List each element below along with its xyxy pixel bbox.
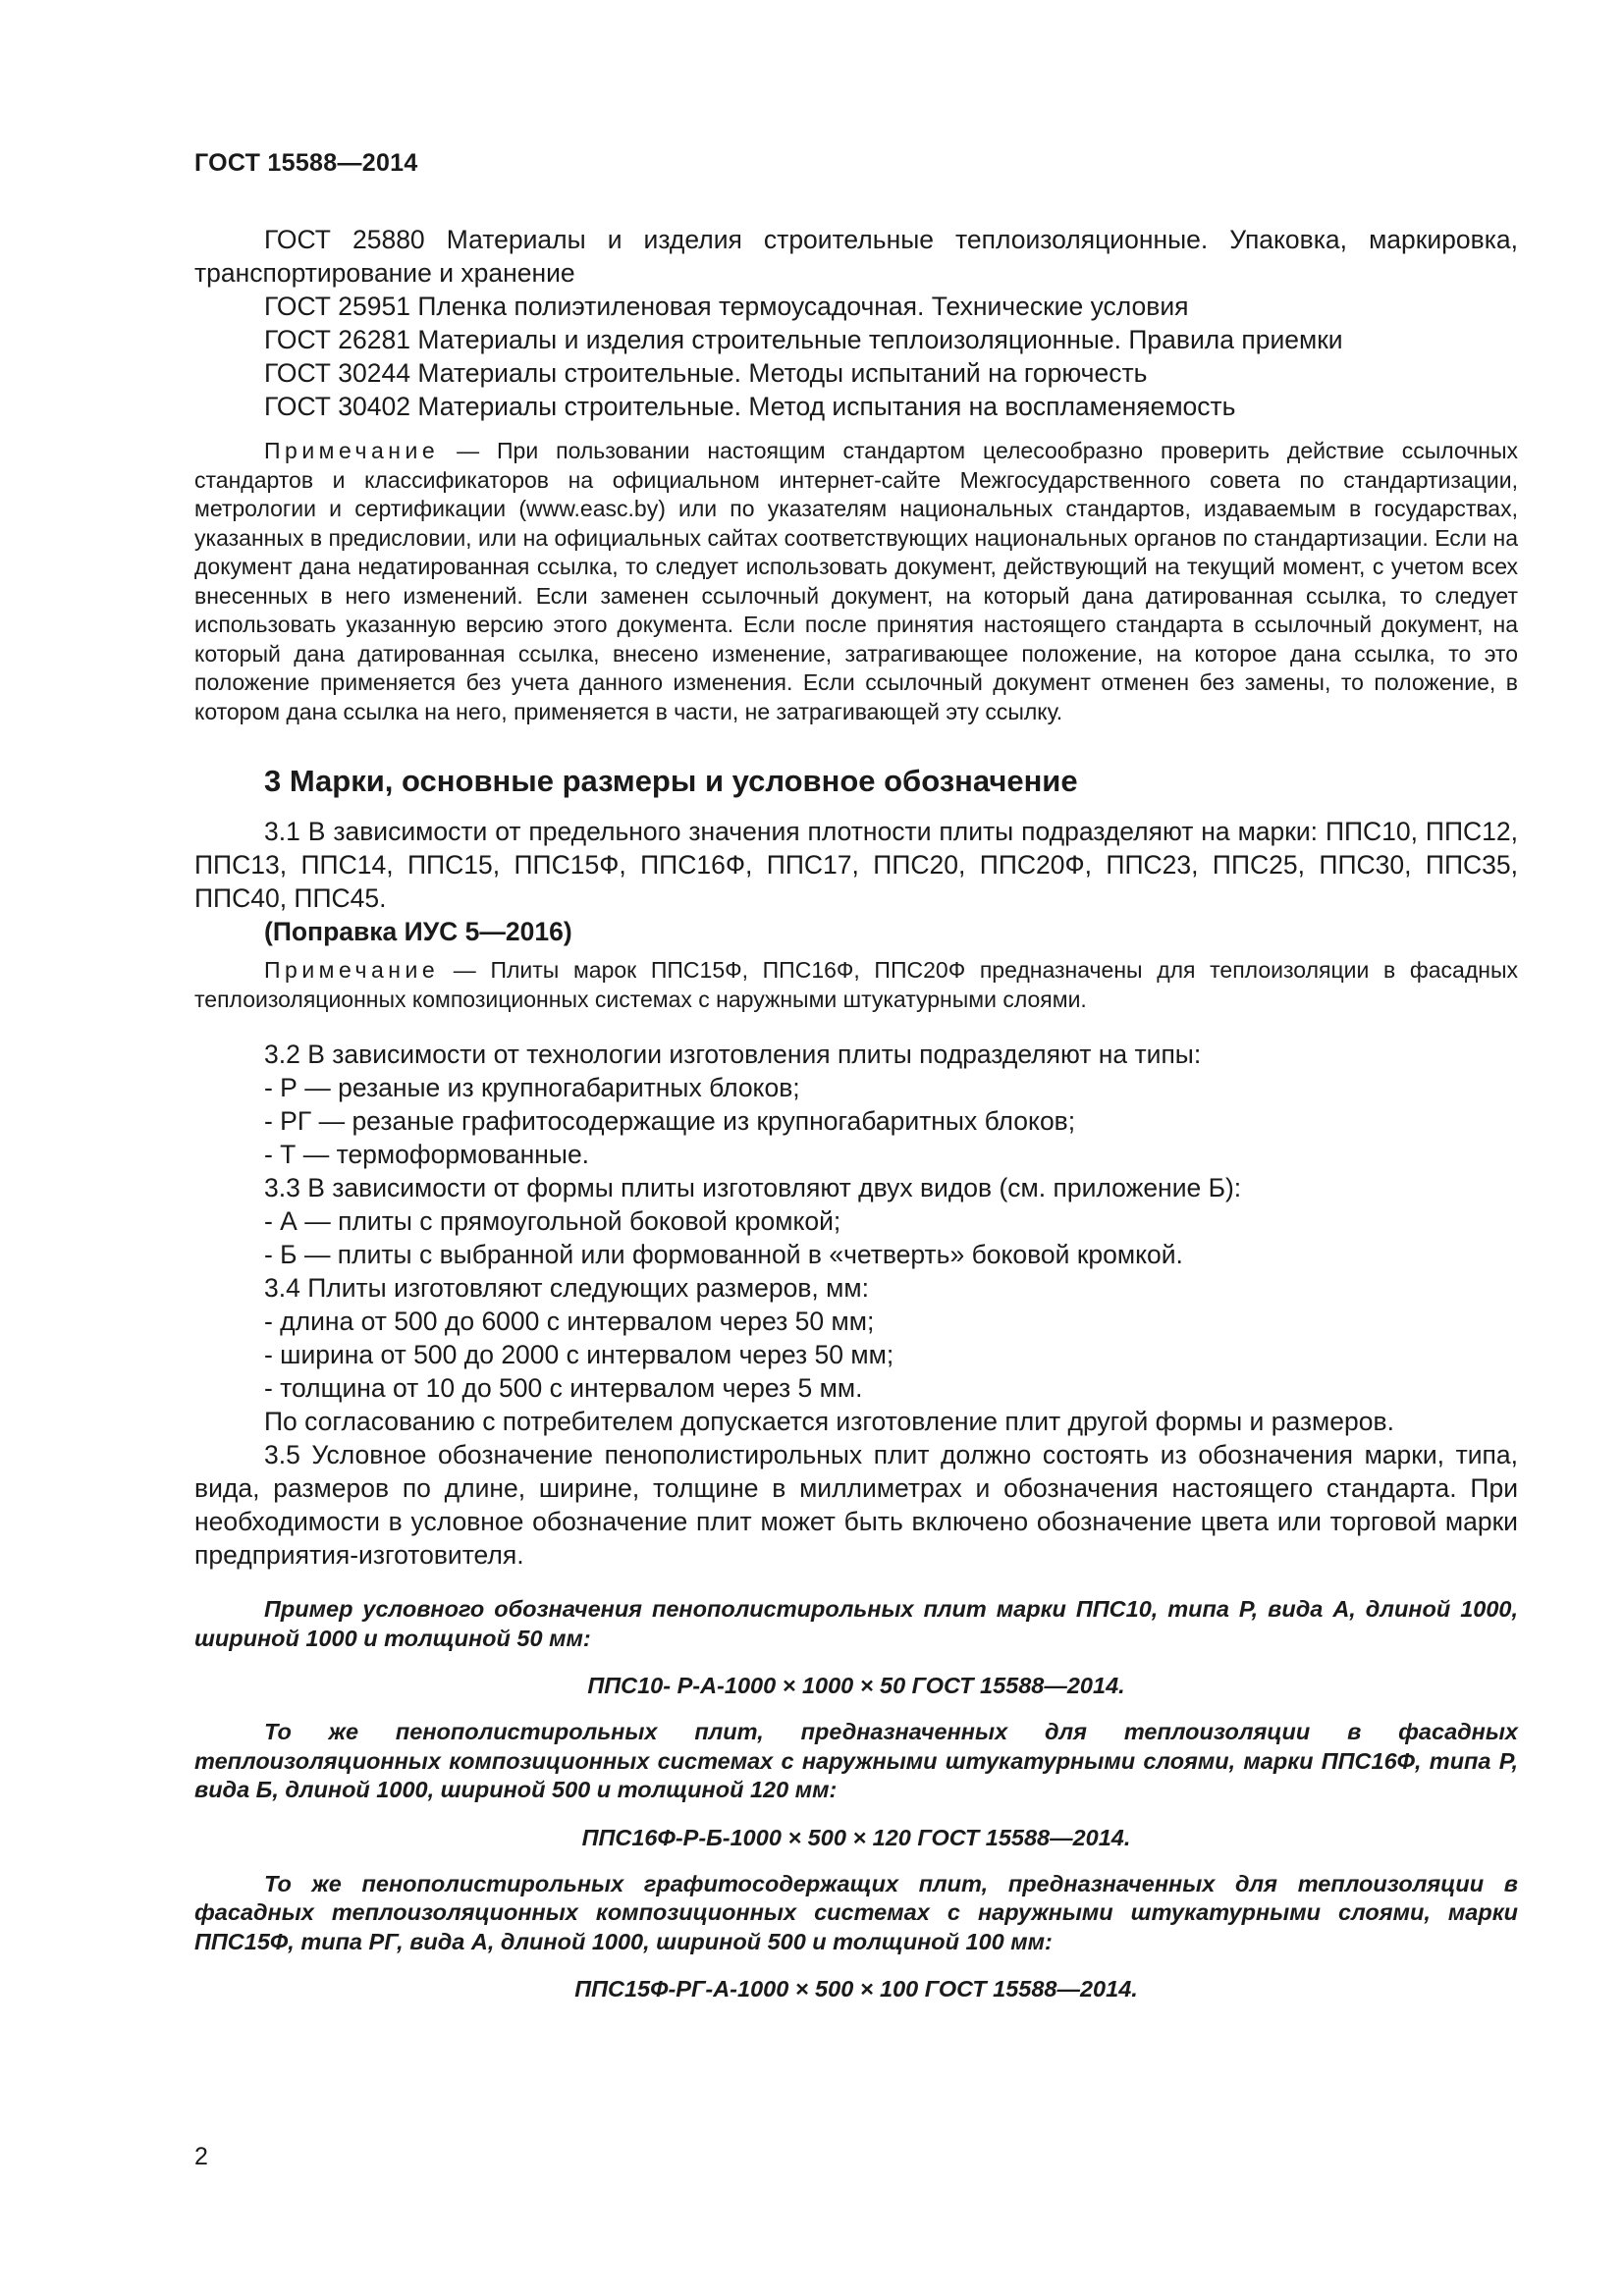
clause-3-1: 3.1 В зависимости от предельного значения плотности плиты подразделяют на марки: ППС10, ППС12, ППС13, ППС14, ППС15, ППС15Ф, ППС16Ф, ППС17, ППС20, ППС20Ф, ППС23, ППС25, ППС30, ППС35, ППС40, ППС45. [194,817,1518,913]
references-note [194,437,1518,726]
kind-item: - Б — плиты с выбранной или формованной в «четверть» боковой кромкой. [264,1240,1183,1269]
clause-3-3: 3.3 В зависимости от формы плиты изготовляют двух видов (см. приложение Б): [264,1173,1242,1202]
type-item: - Р — резаные из крупногабаритных блоков; [264,1073,800,1102]
reference-item: ГОСТ 26281 Материалы и изделия строительные теплоизоляционные. Правила приемки [264,325,1343,354]
amendment-note: (Поправка ИУС 5—2016) [264,917,572,946]
note-text: При пользовании настоящим стандартом целесообразно проверить действие ссылочных стандартов и классификаторов на официальном интернет-сайте Межгосударственного совета по стандартизации, метрологии и сертификации (www.easc.by) или по указателям национальных стандартов, издаваемым в государствах, указанных в предисловии, или на официальных сайтах соответствующих национальных органов по стандартизации. Если на документ дана недатированная ссылка, то следует использовать документ, действующий на текущий момент, с учетом всех внесенных в него изменений. Если заменен ссылочный документ, на который дана датированная ссылка, то следует использовать указанную версию этого документа. Если после принятия настоящего стандарта в ссылочный документ, на который дана датированная ссылка, внесено изменение, затрагивающее положение, на которое дана ссылка, то это положение применяется без учета данного изменения. Если ссылочный документ отменен без замены, то положение, в котором дана ссылка на него, применяется в части, не затрагивающей эту ссылку. [194,438,1518,724]
size-item: - длина от 500 до 6000 с интервалом через 50 мм; [264,1307,875,1336]
section-title: 3 Марки, основные размеры и условное обозначение [264,764,1078,798]
grades-note [194,956,1518,1014]
note-label: Примечание [264,957,440,983]
type-item: - Т — термоформованные. [264,1140,590,1169]
document-content [194,223,1518,2003]
example-text: Пример условного обозначения пенополистирольных плит марки ППС10, типа Р, вида А, длиной 1000, шириной 1000 и толщиной 50 мм: [194,1596,1518,1651]
note-text: Плиты марок ППС15Ф, ППС16Ф, ППС20Ф предназначены для теплоизоляции в фасадных теплоизоляционных композиционных системах с наружными штукатурными слоями. [194,957,1518,1012]
size-item: - толщина от 10 до 500 с интервалом через 5 мм. [264,1373,863,1403]
clause-3-4: 3.4 Плиты изготовляют следующих размеров, мм: [264,1273,869,1303]
reference-item: ГОСТ 30402 Материалы строительные. Метод испытания на воспламеняемость [264,392,1236,421]
note-dash: — [439,438,498,463]
kind-item: - А — плиты с прямоугольной боковой кромкой; [264,1206,841,1236]
note-label: Примечание [264,438,440,463]
reference-item: ГОСТ 30244 Материалы строительные. Методы испытаний на горючесть [264,358,1148,388]
clause-3-5: 3.5 Условное обозначение пенополистирольных плит должно состоять из обозначения марки, типа, вида, размеров по длине, ширине, толщине в миллиметрах и обозначения настоящего стандарта. При необходимости в условное обозначение плит может быть включено обозначение цвета или торговой марки предприятия-изготовителя. [194,1440,1518,1570]
size-item: - ширина от 500 до 2000 с интервалом через 50 мм; [264,1340,894,1369]
page-number: 2 [194,2143,208,2170]
reference-item: ГОСТ 25951 Пленка полиэтиленовая термоусадочная. Технические условия [264,292,1189,321]
reference-item: ГОСТ 25880 Материалы и изделия строительные теплоизоляционные. Упаковка, маркировка, транспортирование и хранение [194,225,1518,288]
example-text: То же пенополистирольных плит, предназначенных для теплоизоляции в фасадных теплоизоляционных композиционных системах с наружными штукатурными слоями, марки ППС16Ф, типа Р, вида Б, длиной 1000, шириной 500 и толщиной 120 мм: [194,1719,1518,1802]
example-code: ППС16Ф-Р-Б-1000 × 500 × 120 ГОСТ 15588—2014. [581,1824,1131,1850]
example-code: ППС10- Р-А-1000 × 1000 × 50 ГОСТ 15588—2014. [587,1673,1125,1698]
example-text: То же пенополистирольных графитосодержащих плит, предназначенных для теплоизоляции в фасадных теплоизоляционных композиционных системах с наружными штукатурными слоями, марки ППС15Ф, типа РГ, вида А, длиной 1000, шириной 500 и толщиной 100 мм: [194,1870,1518,1954]
example-code: ППС15Ф-РГ-А-1000 × 500 × 100 ГОСТ 15588—2014. [574,1976,1138,2002]
clause-3-2: 3.2 В зависимости от технологии изготовления плиты подразделяют на типы: [264,1040,1202,1069]
agreement-text: По согласованию с потребителем допускается изготовление плит другой формы и размеров. [264,1407,1394,1436]
document-header: ГОСТ 15588—2014 [194,149,418,177]
note-dash: — [439,957,491,983]
type-item: - РГ — резаные графитосодержащие из крупногабаритных блоков; [264,1106,1076,1136]
